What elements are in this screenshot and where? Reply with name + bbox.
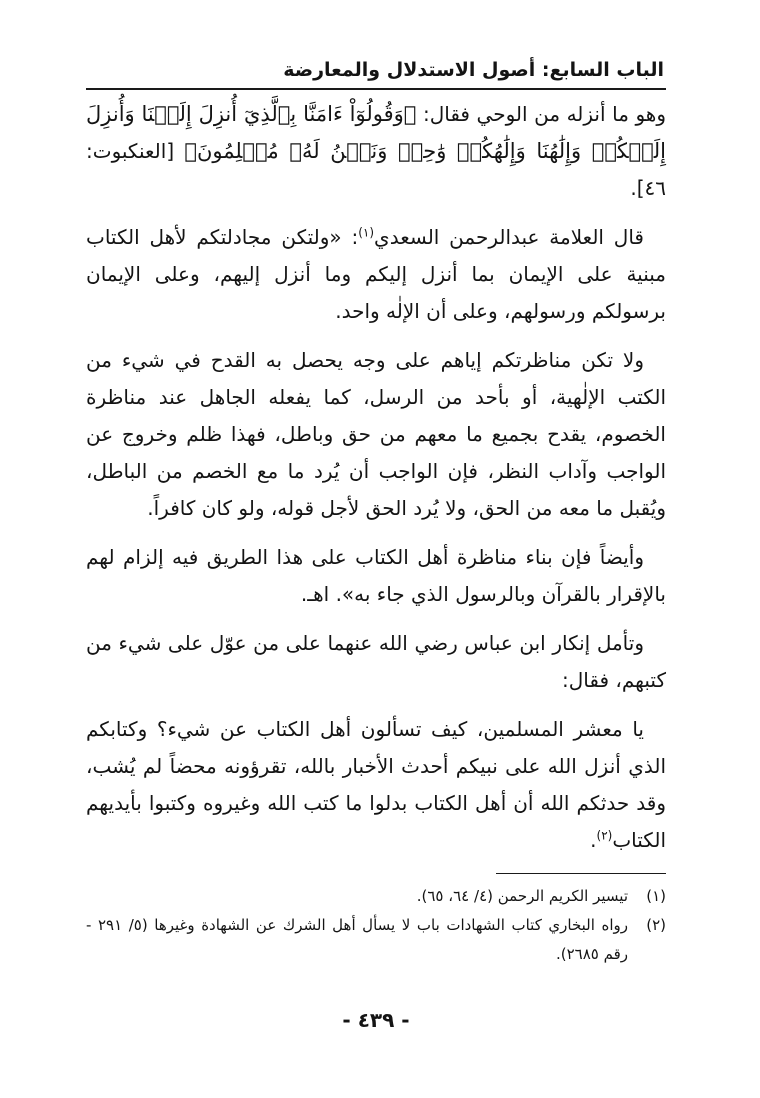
paragraph-text: وهو ما أنزله من الوحي فقال: [416, 102, 666, 126]
paragraph-text: : «ولتكن مجادلتكم لأهل الكتاب مبنية على الإيمان بما أنزل إليكم وما أنزل إليهم، وعلى الإيمان برسولكم ورسولهم، وعلى أن الإلٰه واحد. [86, 225, 666, 323]
paragraph-saadi-quote [86, 219, 666, 330]
paragraph-ibn-abbas-quote [86, 711, 666, 859]
footnote-number: (٢) [646, 916, 666, 934]
paragraph-text: . [590, 828, 597, 852]
verse-reference: [العنكبوت: ٤٦]. [86, 139, 666, 200]
chapter-title: الباب السابع: أصول الاستدلال والمعارضة [283, 59, 664, 81]
footnote-marker[interactable]: (١) [358, 225, 375, 240]
footnotes [86, 882, 666, 969]
paragraph: وتأمل إنكار ابن عباس رضي الله عنهما على من عوّل على شيء من كتبهم، فقال: [86, 631, 666, 692]
footnote-text: تيسير الكريم الرحمن (٤/ ٦٤، ٦٥). [416, 887, 628, 905]
page-number: - ٤٣٩ - [342, 1008, 410, 1032]
running-header [86, 56, 666, 90]
footnote-marker[interactable]: (٢) [596, 828, 613, 843]
paragraph: ولا تكن مناظرتكم إياهم على وجه يحصل به القدح في شيء من الكتب الإلٰهية، أو بأحد من الرسل، كما يفعله الجاهل عند مناظرة الخصوم، يقدح بجميع ما معهم من حق وباطل، فهذا ظلم وخروج عن الواجب وآداب النظر، فإن الواجب أن يُرد ما مع الخصم من الباطل، ويُقبل ما معه من الحق، ولا يُرد الحق لأجل قوله، ولو كان كافراً. [86, 348, 666, 520]
footnote-separator [496, 873, 666, 874]
body-text [86, 96, 666, 859]
paragraph-text: قال العلامة عبدالرحمن السعدي [374, 225, 644, 249]
footnote-number: (١) [646, 887, 666, 905]
quran-verse: ﴿وَقُولُوٓاْ ءَامَنَّا بِٱلَّذِيٓ أُنزِلَ إِلَيۡنَا وَأُنزِلَ إِلَيۡكُمۡ وَإِلَٰهُنَا وَإِلَٰهُكُمۡ وَٰحِدٞ وَنَحۡنُ لَهُۥ مُسۡلِمُونَ﴾ [86, 102, 666, 163]
footnote [86, 882, 666, 911]
paragraph-text: يا معشر المسلمين، كيف تسألون أهل الكتاب عن شيء؟ وكتابكم الذي أنزل الله على نبيكم أحدث الأخبار بالله، تقرؤونه محضاً لم يُشب، وقد حدثكم الله أن أهل الكتاب بدلوا ما كتب الله وغيروه وكتبوا بأيديهم الكتاب [86, 717, 666, 852]
footnote-text: رواه البخاري كتاب الشهادات باب لا يسأل أهل الشرك عن الشهادة وغيرها (٥/ ٢٩١ - رقم ٢٦٨٥). [86, 916, 628, 963]
paragraph: وأيضاً فإن بناء مناظرة أهل الكتاب على هذا الطريق فيه إلزام لهم بالإقرار بالقرآن وبالرسول الذي جاء به». اهـ. [86, 545, 666, 606]
footnote [86, 911, 666, 969]
book-page [86, 56, 666, 1098]
paragraph-quran-citation [86, 96, 666, 207]
